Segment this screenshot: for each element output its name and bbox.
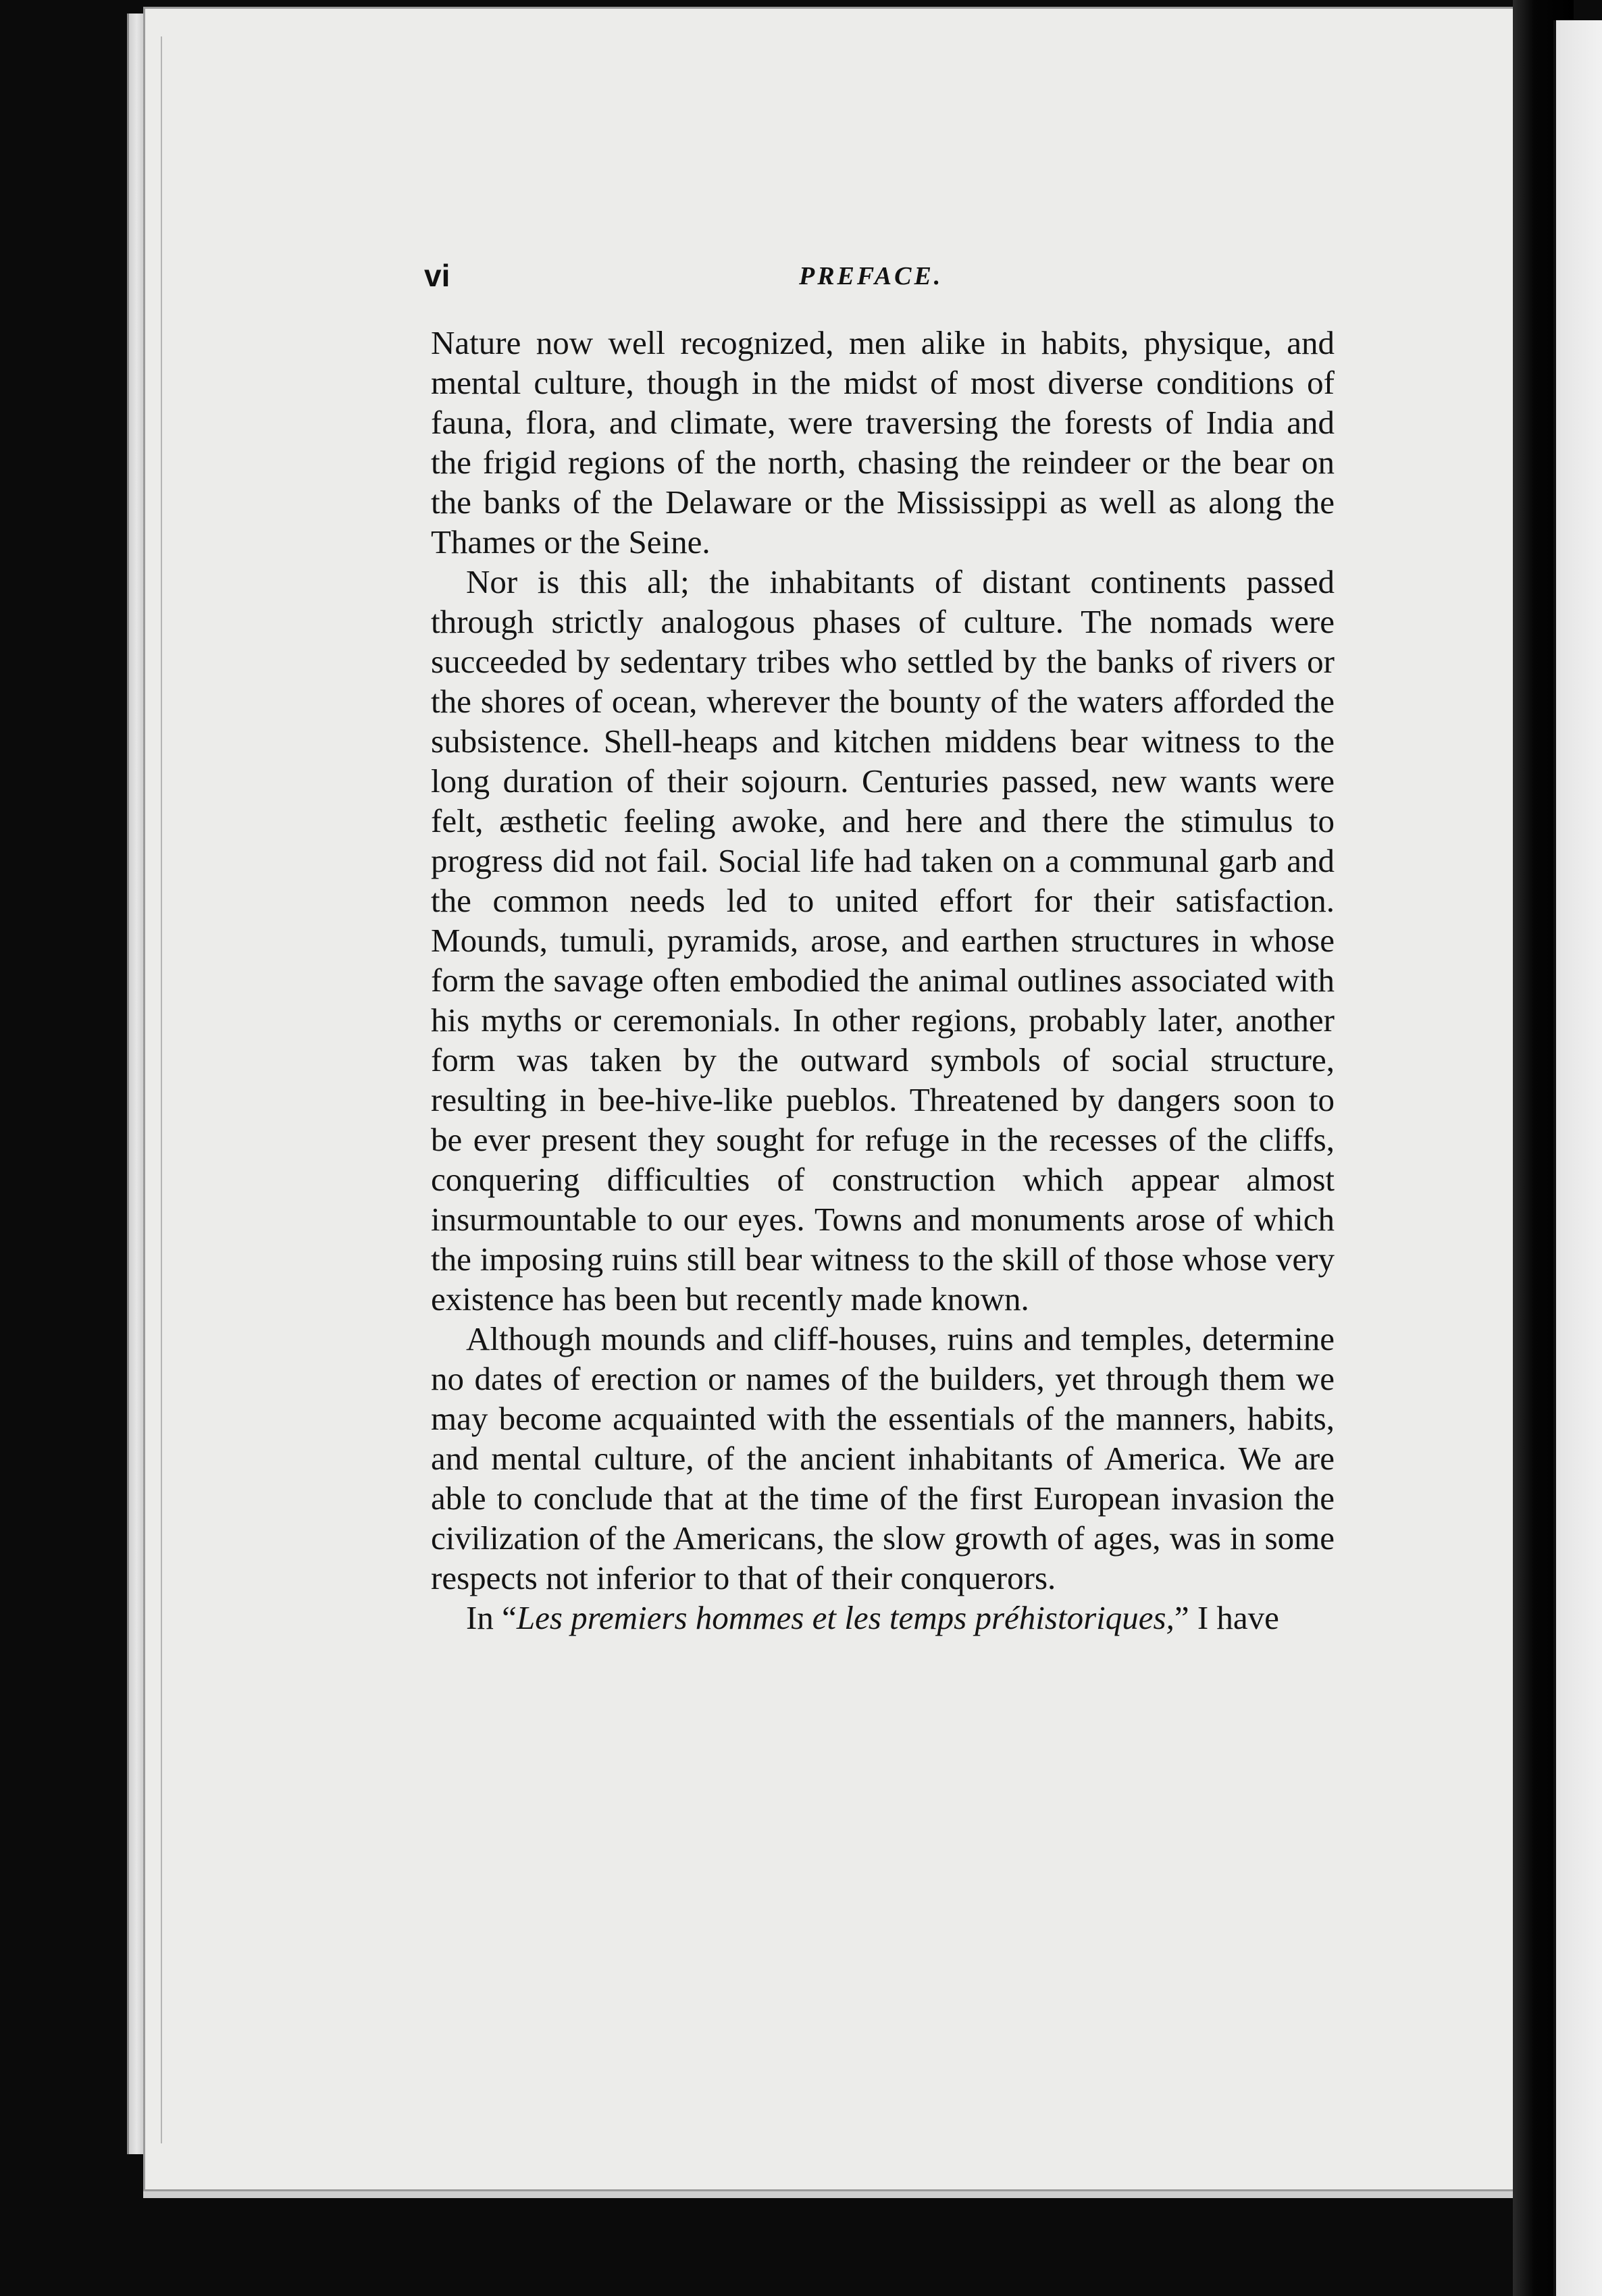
paragraph-final-line [431, 1598, 1335, 1638]
facing-page-edge [1553, 20, 1602, 2296]
final-line-suffix: ” I have [1174, 1599, 1279, 1636]
paragraph-continued: Nature now well recognized, men alike in habits, physique, and mental culture, though in the midst of most diverse conditions of fauna, flora, and climate, were traversing the forests of India and the frigid regions of the north, chasing the reindeer or the bear on the banks of the Delaware or the Mississippi as well as along the Thames or the Seine. [431, 324, 1335, 560]
final-line-prefix: In “ [466, 1599, 517, 1636]
page-header [424, 255, 1343, 303]
page-bottom-edge [143, 2191, 1516, 2198]
body-text [431, 323, 1335, 1638]
book-title-italic: Les premiers hommes et les temps préhistoriques, [516, 1599, 1174, 1636]
paragraph: Although mounds and cliff-houses, ruins and temples, determine no dates of erection or names of the builders, yet through them we may become acquainted with the essentials of the manners, habits, and mental culture, of the ancient inhabitants of America. We are able to conclude that at the time of the first European invasion the civilization of the Americans, the slow growth of ages, was in some respects not inferior to that of their conquerors. [431, 1320, 1335, 1596]
page-number: vi [424, 258, 450, 293]
paragraph: Nor is this all; the inhabitants of distant continents passed through strictly analogous phases of culture. The nomads were succeeded by sedentary tribes who settled by the banks of rivers or the shores of ocean, wherever the bounty of the waters afforded the subsistence. Shell-heaps and kitchen middens bear witness to the long duration of their sojourn. Centuries passed, new wants were felt, æsthetic feeling awoke, and here and there the stimulus to progress did not fail. Social life had taken on a communal garb and the common needs led to united effort for their satisfaction. Mounds, tumuli, pyramids, arose, and earthen structures in whose form the savage often embodied the animal outlines associated with his myths or ceremonials. In other regions, probably later, another form was taken by the outward symbols of social structure, resulting in bee-hive-like pueblos. Threatened by dangers soon to be ever present they sought for refuge in the recesses of the cliffs, conquering difficulties of construction which appear almost insurmountable to our eyes. Towns and monuments arose of which the imposing ruins still bear witness to the skill of those whose very existence has been but recently made known. [431, 563, 1335, 1317]
running-head: PREFACE. [799, 262, 944, 290]
page-inner-rule [161, 36, 162, 2143]
